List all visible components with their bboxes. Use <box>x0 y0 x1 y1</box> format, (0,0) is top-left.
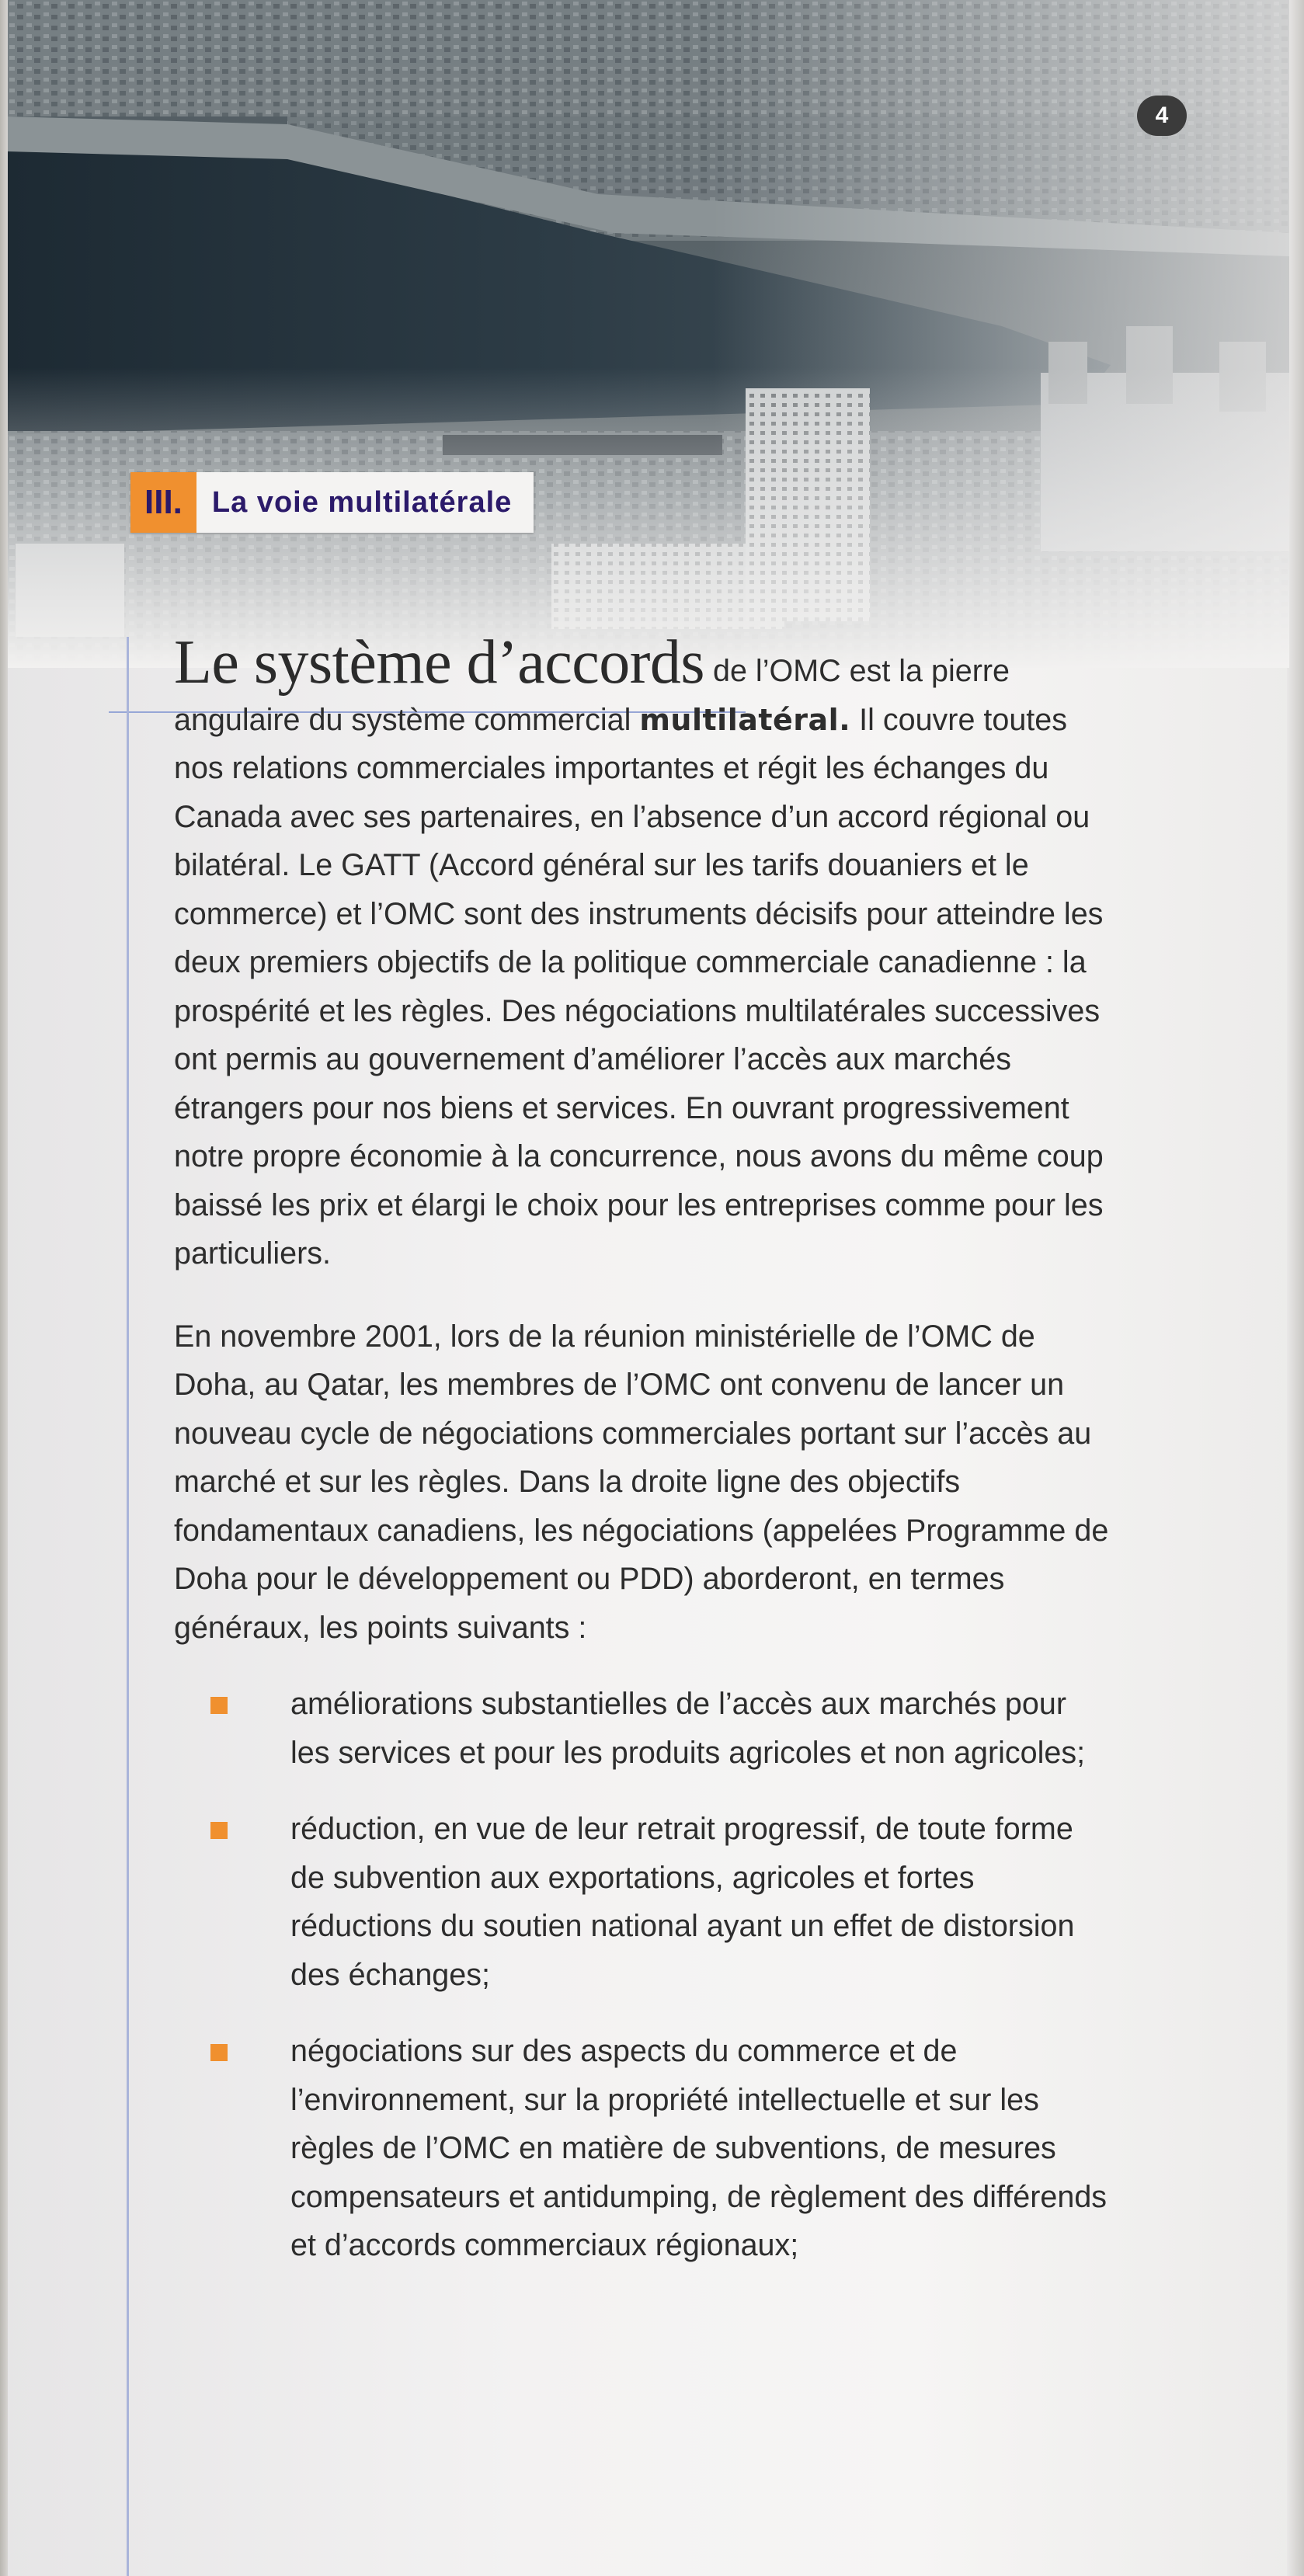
page-edge <box>1287 0 1304 2576</box>
bullet-square-icon <box>210 1697 228 1714</box>
page-number: 4 <box>1155 103 1169 128</box>
page-number-badge <box>1137 96 1187 136</box>
section-heading <box>130 472 534 533</box>
lead-in: Le système d’accords <box>174 628 705 697</box>
article-body <box>174 628 1112 2298</box>
doha-points-list <box>174 1680 1112 2270</box>
section-number: III. <box>130 472 196 533</box>
page-spine <box>0 0 8 2576</box>
section-title: La voie multilatérale <box>196 472 534 533</box>
doha-paragraph: En novembre 2001, lors de la réunion ministérielle de l’OMC de Doha, au Qatar, les membres de l’OMC ont convenu de lancer un nouveau cycle de négociations commerciales portant sur l’accès au marché et sur les règles. Dans la droite ligne des objectifs fondamentaux canadiens, les négociations (appelées Programme de Doha pour le développement ou PDD) aborderont, en termes généraux, les points suivants : <box>174 1319 1109 1645</box>
intro-text-1: de l’OMC est la pierre angulaire du système commercial <box>174 654 1010 737</box>
list-item-text: négociations sur des aspects du commerce et de l’environnement, sur la propriété intellectuelle et sur les règles de l’OMC en matière de subventions, de mesures compensateurs et antidumping, de règlement des différends et d’accords commerciaux régionaux; <box>290 2034 1108 2262</box>
intro-paragraph <box>174 628 1112 1278</box>
list-item-text: réduction, en vue de leur retrait progressif, de toute forme de subvention aux exportations, agricoles et fortes réductions du soutien national ayant un effet de distorsion des échanges; <box>290 1812 1075 1992</box>
bullet-square-icon <box>210 1822 228 1839</box>
intro-text-2: Il couvre toutes nos relations commerciales importantes et régit les échanges du Canada avec ses partenaires, en l’absence d’un accord régional ou bilatéral. Le GATT (Accord général sur les tarifs douaniers et le commerce) et l’OMC sont des instruments décisifs pour atteindre les deux premiers objectifs de la politique commerciale canadienne : la prospérité et les règles. Des négociations multilatérales successives ont permis au gouvernement d’améliorer l’accès aux marchés étrangers pour nos biens et services. En ouvrant progressivement notre propre économie à la concurrence, nous avons du même coup baissé les prix et élargi le choix pour les entreprises comme pour les particuliers. <box>174 702 1104 1271</box>
list-item <box>174 2027 1112 2270</box>
margin-rule <box>127 637 129 2576</box>
list-item <box>174 1805 1112 1999</box>
harbour-city-photo <box>8 0 1289 668</box>
list-item-text: améliorations substantielles de l’accès aux marchés pour les services et pour les produits agricoles et non agricoles; <box>290 1687 1086 1770</box>
intro-bold-word: multilatéral. <box>639 702 851 737</box>
list-item <box>174 1680 1112 1777</box>
bullet-square-icon <box>210 2044 228 2061</box>
